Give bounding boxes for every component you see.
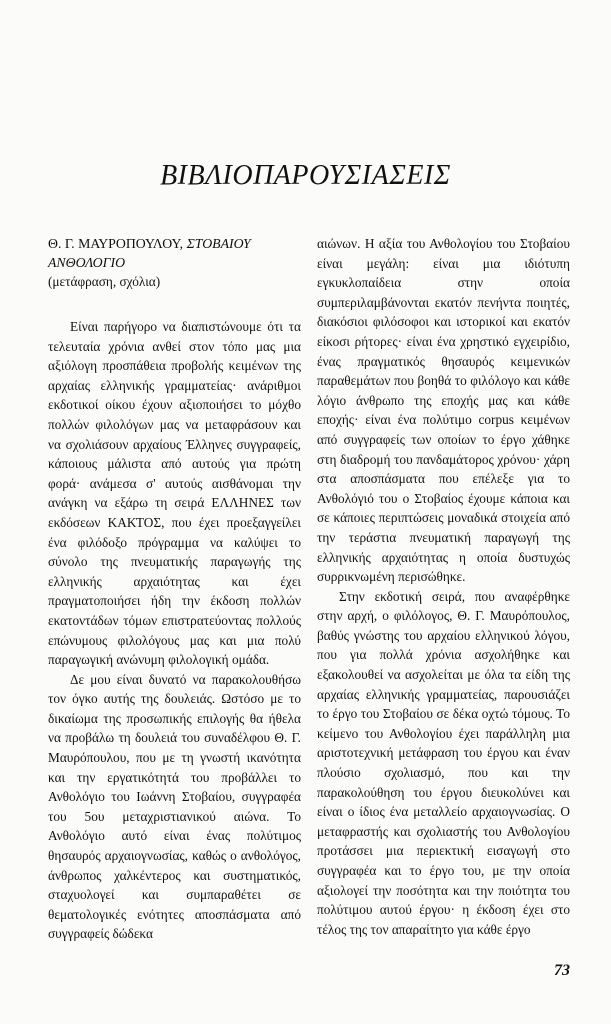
review-title-line1: ΣΤΟΒΑΙΟΥ — [186, 236, 251, 251]
review-note: (μετάφραση, σχόλια) — [48, 274, 161, 289]
paragraph: Είναι παρήγορο να διαπιστώνουμε ότι τα τελευταία χρόνια ανθεί στον τόπο μας μια αξιόλογη προσπάθεια προβολής κειμένων της αρχαίας ελληνικής γραμματείας· ανάριθμοι εκδοτικοί οίκου έχουν αξιοποιήσει το μόχθο πολλών φιλολόγων μας να μεταφράσουν και να σχολιάσουν αρχαίους Έλληνες συγγραφείς, κάποιους μάλιστα από αυτούς για πρώτη φορά· ανάμεσα σ' αυτούς αισθάνομαι την ανάγκη να εξάρω τη σειρά ΕΛΛΗΝΕΣ των εκδόσεων ΚΑΚΤΟΣ, που έχει προεξαγγείλει ένα φιλόδοξο πρόγραμμα να καλύψει το σύνολο της πνευματικής παραγωγής της ελληνικής αρχαιότητας και έχει πραγματοποιήσει ήδη την έκδοση πολλών εκατοντάδων τόμων επιστρατεύοντας πολλούς επώνυμους φιλολόγους μας και μια πολύ παραγωγική ανώνυμη φιλολογική ομάδα. — [48, 319, 301, 668]
page-number: 73 — [554, 962, 570, 979]
paragraph: Στην εκδοτική σειρά, που αναφέρθηκε στην αρχή, ο φιλόλογος, Θ. Γ. Μαυρόπουλος, βαθύς γνώστης του αρχαίου ελληνικού λόγου, που για πολλά χρόνια ασχολήθηκε και εξακολουθεί να ασχολείται με όλα τα είδη της αρχαίας ελληνικής γραμματείας, παρουσιάζει το έργο του Στοβαίου σε δέκα οχτώ τόμους. Το κείμενο του Ανθολογίου έχει παράλληλη μια αριστοτεχνική μετάφραση του έργου και έναν πλούσιο σχολιασμό, που και την παρακολούθηση του έργου διευκολύνει και είναι ο ίδιος ένα μεταλλείο αρχαιογνωσίας. Ο μεταφραστής και σχολιαστής του Ανθολογίου προτάσσει μια περιεκτική εισαγωγή στο συγγραφέα και το έργο του, με την οποία αξιολογεί την ποσότητα και την ποιότητα του πολύτιμου αυτού έργου· η έκδοση έχει στο τέλος της τον απαραίτητο για κάθε έργο — [317, 588, 570, 937]
left-column — [48, 234, 301, 944]
right-body — [317, 234, 570, 939]
paragraph: Δε μου είναι δυνατό να παρακολουθήσω τον όγκο αυτής της δουλειάς. Ωστόσο με το δικαίωμα της προσωπικής επιλογής θα ήθελα να προβάλω τη δουλειά του συναδέλφου Θ. Γ. Μαυρόπουλου, που με τη γνωστή ικανότητα και την εργατικότητά του προβάλλει το Ανθολόγιο του Ιωάννη Στοβαίου, συγγραφέα του 5ου μεταχριστιανικού αιώνα. Το Ανθολόγιο αυτό είναι ένας πολύτιμος θησαυρός αρχαιογνωσίας, καθώς ο ανθολόγος, άνθρωπος χαλκέντερος και συστηματικός, σταχυολογεί και συμπαραθέτει σε θεματολογικές ενότητες αποσπάσματα από συγγραφείς δώδεκα — [48, 671, 301, 942]
review-heading — [48, 234, 301, 272]
review-author: Θ. Γ. ΜΑΥΡΟΠΟΥΛΟΥ, — [48, 236, 184, 251]
section-title: ΒΙΒΛΙΟΠΑΡΟΥΣΙΑΣΕΙΣ — [160, 160, 451, 191]
right-column — [317, 234, 570, 939]
left-body — [48, 317, 301, 944]
review-title-line2: ΑΝΘΟΛΟΓΙΟ — [48, 255, 126, 270]
paragraph: αιώνων. Η αξία του Ανθολογίου του Στοβαίου είναι μεγάλη: είναι μια ιδιότυπη εγκυκλοπαίδεια στην οποία συμπεριλαμβάνονται εκατόν πενήντα ποιητές, διακόσιοι φιλόσοφοι και ιστορικοί και εκατόν είκοσι ρήτορες· είναι ένα χρηστικό εγχειρίδιο, ένας πραγματικός θησαυρός κειμενικών παραθεμάτων που βοηθά το φιλόλογο και κάθε λόγιο άνθρωπο της εποχής μας και κάθε εποχής· είναι ένα πολύτιμο corpus κειμένων από συγγραφείς των οποίων το έργο χάθηκε στη διαδρομή του πανδαμάτορος χρόνου· χάρη στα αποσπάσματα που επέλεξε για το Ανθολόγιό του ο Στοβαίος έχουμε κάποια και σε κάποιες περιπτώσεις μοναδικά στοιχεία από την τεράστια πνευματική παραγωγή της ελληνικής αρχαιότητας η οποία δυστυχώς συρρικνωμένη περισώθηκε. — [317, 236, 570, 585]
